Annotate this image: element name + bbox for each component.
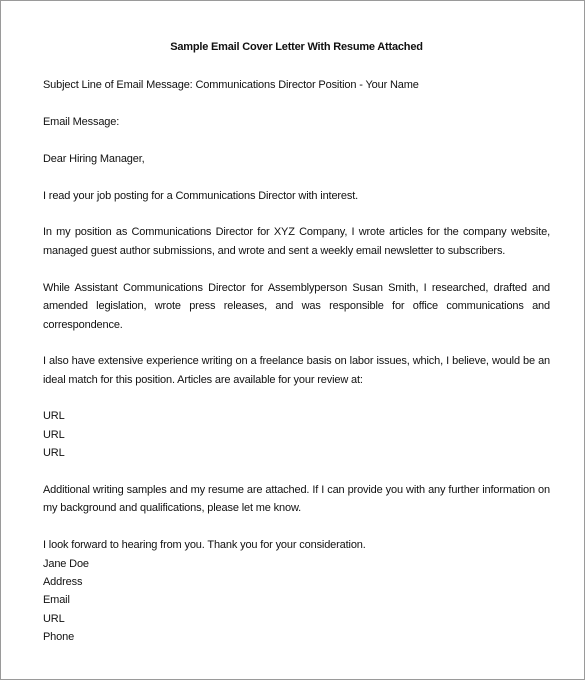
paragraph-1: I read your job posting for a Communications Director with interest. <box>43 190 359 202</box>
url-item: URL <box>43 447 65 459</box>
signature-url: URL <box>43 613 65 625</box>
email-message-label: Email Message: <box>43 116 120 128</box>
paragraph-4-line-2: ideal match for this position. Articles are available for your review at: <box>43 374 363 386</box>
paragraph-3-line-2: amended legislation, wrote press releases, and was responsible for office communications and <box>43 300 550 312</box>
paragraph-4-line-1: I also have extensive experience writing on a freelance basis on labor issues, which, I believe, would be an <box>43 355 550 367</box>
paragraph-3-line-3: correspondence. <box>43 319 123 331</box>
signature-phone: Phone <box>43 631 75 643</box>
subject-line: Subject Line of Email Message: Communications Director Position - Your Name <box>43 79 419 91</box>
closing-line: I look forward to hearing from you. Thank you for your consideration. <box>43 539 366 551</box>
paragraph-5-line-1: Additional writing samples and my resume are attached. If I can provide you with any further information on <box>43 484 550 496</box>
document-title: Sample Email Cover Letter With Resume Attached <box>170 41 423 53</box>
signature-email: Email <box>43 594 70 606</box>
signature-address: Address <box>43 576 83 588</box>
paragraph-5-line-2: my background and qualifications, please let me know. <box>43 502 302 514</box>
url-item: URL <box>43 429 65 441</box>
paragraph-3-line-1: While Assistant Communications Director for Assemblyperson Susan Smith, I researched, drafted and <box>43 282 550 294</box>
paragraph-2-line-2: managed guest author submissions, and wrote and sent a weekly email newsletter to subscribers. <box>43 245 506 257</box>
signature-name: Jane Doe <box>43 558 89 570</box>
paragraph-2-line-1: In my position as Communications Director for XYZ Company, I wrote articles for the company website, <box>43 226 550 238</box>
salutation: Dear Hiring Manager, <box>43 153 145 165</box>
url-item: URL <box>43 410 65 422</box>
